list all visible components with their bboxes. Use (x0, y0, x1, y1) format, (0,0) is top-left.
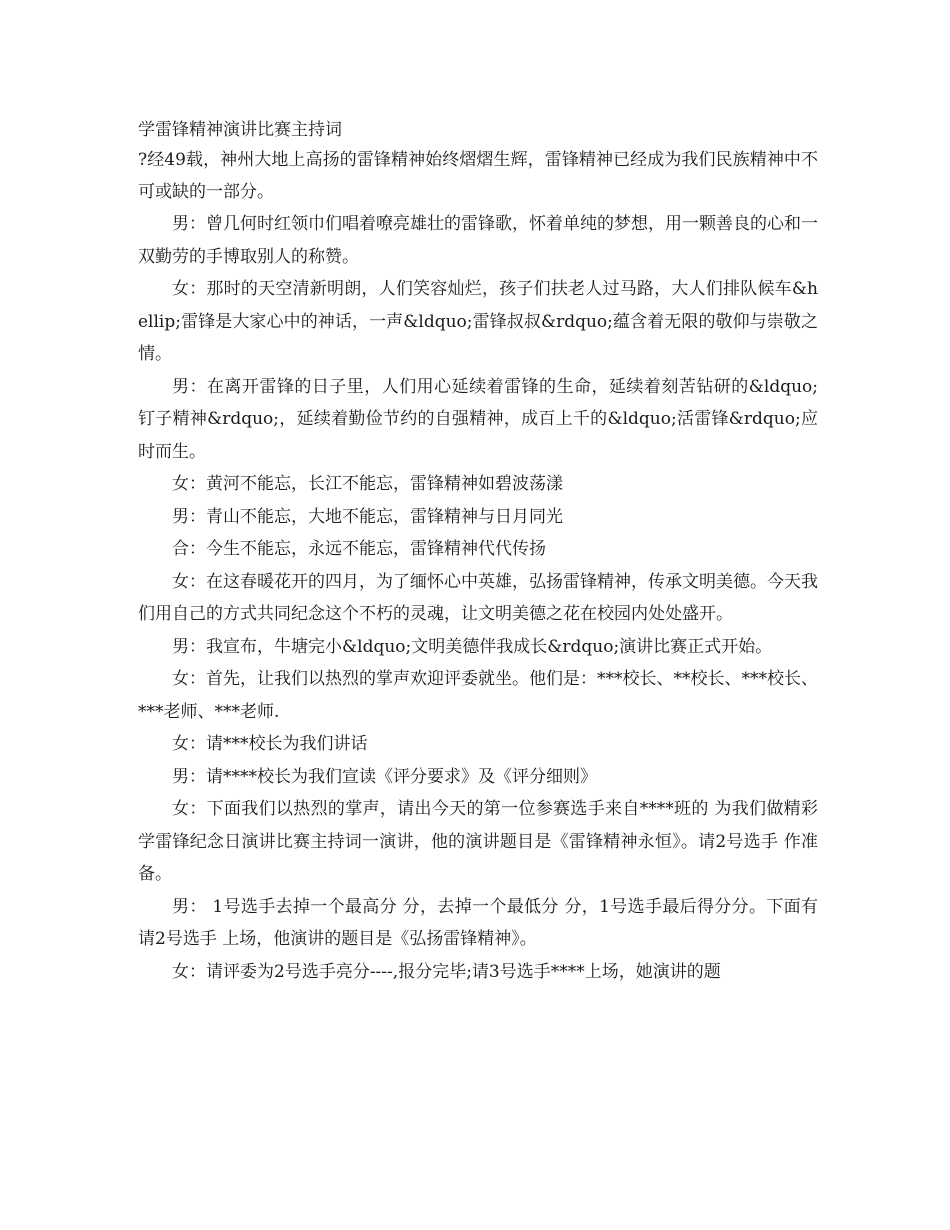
paragraph-10: 女：首先，让我们以热烈的掌声欢迎评委就坐。他们是：***校长、**校长、***校长、***老师、***老师. (138, 669, 818, 722)
paragraph-9: 男：我宣布，牛塘完小&ldquo;文明美德伴我成长&rdquo;演讲比赛正式开始。 (172, 636, 773, 657)
paragraph-2: 男：曾几何时红领巾们唱着嘹亮雄壮的雷锋歌，怀着单纯的梦想，用一颗善良的心和一双勤劳的手博取别人的称赞。 (138, 214, 818, 267)
document-title: 学雷锋精神演讲比赛主持词 (138, 120, 342, 140)
paragraph-3: 女：那时的天空清新明朗，人们笑容灿烂，孩子们扶老人过马路，大人们排队候车&hellip;雷锋是大家心中的神话，一声&ldquo;雷锋叔叔&rdquo;蕴含着无限的敬仰与崇敬之情。 (138, 279, 818, 364)
paragraph-4: 男：在离开雷锋的日子里，人们用心延续着雷锋的生命，延续着刻苦钻研的&ldquo;钉子精神&rdquo;，延续着勤俭节约的自强精神，成百上千的&ldquo;活雷锋&rdquo;应时而生。 (138, 376, 818, 462)
paragraph-14: 男： 1号选手去掉一个最高分 分，去掉一个最低分 分，1号选手最后得分分。下面有请2号选手 上场，他演讲的题目是《弘扬雷锋精神》。 (138, 896, 818, 949)
paragraph-11: 女：请***校长为我们讲话 (172, 734, 368, 754)
paragraph-7: 合：今生不能忘，永远不能忘，雷锋精神代代传扬 (172, 539, 546, 559)
paragraph-13: 女：下面我们以热烈的掌声，请出今天的第一位参赛选手来自****班的 为我们做精彩学雷锋纪念日演讲比赛主持词一演讲，他的演讲题目是《雷锋精神永恒》。请2号选手 作准备。 (138, 799, 818, 884)
paragraph-6: 男：青山不能忘，大地不能忘，雷锋精神与日月同光 (172, 506, 563, 527)
paragraph-8: 女：在这春暖花开的四月，为了缅怀心中英雄，弘扬雷锋精神，传承文明美德。今天我们用自己的方式共同纪念这个不朽的灵魂，让文明美德之花在校园内处处盛开。 (138, 571, 818, 624)
paragraph-5: 女：黄河不能忘，长江不能忘，雷锋精神如碧波荡漾 (172, 474, 563, 494)
paragraph-12: 男：请****校长为我们宣读《评分要求》及《评分细则》 (172, 766, 597, 787)
paragraph-15: 女：请评委为2号选手亮分----,报分完毕;请3号选手****上场，她演讲的题 (172, 961, 721, 982)
paragraph-intro: ?经49载，神州大地上高扬的雷锋精神始终熠熠生辉，雷锋精神已经成为我们民族精神中不可或缺的一部分。 (138, 150, 818, 202)
document-body (138, 116, 818, 988)
